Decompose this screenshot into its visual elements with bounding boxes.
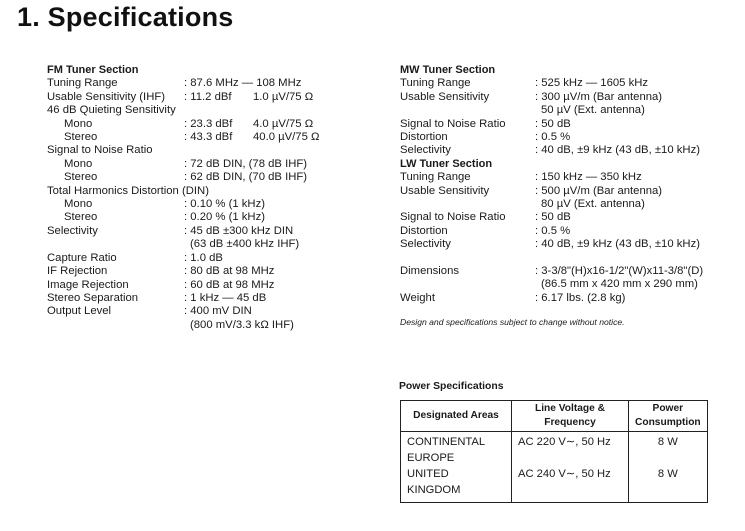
fm-image-rejection-row — [47, 279, 367, 292]
spec-label: Stereo — [64, 171, 98, 184]
spec-value: : 0.5 % — [535, 131, 571, 144]
weight-row — [400, 292, 740, 305]
spec-value-secondary: 40.0 µV/75 Ω — [253, 131, 320, 144]
mw-selectivity-row — [400, 144, 740, 157]
spec-value: : 11.2 dBf — [184, 90, 232, 103]
spec-label: Tuning Range — [47, 77, 118, 90]
table-row — [401, 466, 708, 503]
power-cell: 8 W — [629, 432, 708, 467]
spec-group-label: Total Harmonics Distortion (DIN) — [47, 184, 209, 197]
spec-value: : 40 dB, ±9 kHz (43 dB, ±10 kHz) — [535, 144, 700, 157]
spec-label: Mono — [64, 117, 93, 130]
mw-distortion-row — [400, 131, 740, 144]
dimensions-row — [400, 265, 740, 278]
mw-section-heading: MW Tuner Section — [400, 64, 496, 76]
fm-stereo-separation-row — [47, 292, 367, 305]
spec-value: : 3-3/8"(H)x16-1/2"(W)x11-3/8"(D) — [535, 264, 704, 277]
header-text: Line Voltage & — [535, 403, 605, 414]
spec-label: Distortion — [400, 224, 448, 237]
table-row — [401, 432, 708, 467]
spec-label: Capture Ratio — [47, 251, 117, 264]
fm-selectivity-row-2 — [47, 238, 367, 251]
fm-tuner-section — [47, 64, 367, 332]
header-designated-areas: Designated Areas — [401, 401, 512, 432]
fm-snr-heading — [47, 144, 367, 157]
page-title: 1. Specifications — [17, 2, 234, 32]
spec-value-secondary: 1.0 µV/75 Ω — [253, 90, 314, 103]
spec-label: Selectivity — [400, 144, 451, 157]
spec-value: : 400 mV DIN — [184, 305, 252, 318]
lw-usable-sensitivity-row-2 — [400, 198, 740, 211]
spec-label: Selectivity — [400, 238, 451, 251]
spec-value: : 6.17 lbs. (2.8 kg) — [535, 291, 626, 304]
area-text: KINGDOM — [407, 484, 461, 496]
power-specifications-title: Power Specifications — [399, 381, 504, 392]
spec-label: IF Rejection — [47, 265, 108, 278]
fm-snr-stereo-row — [47, 171, 367, 184]
fm-thd-heading — [47, 185, 367, 198]
spec-value: : 62 dB DIN, (70 dB IHF) — [184, 171, 308, 184]
spec-value: : 87.6 MHz — 108 MHz — [184, 77, 302, 90]
lw-tuning-range-row — [400, 171, 740, 184]
spec-value: : 0.20 % (1 kHz) — [184, 211, 265, 224]
spec-label: Distortion — [400, 131, 448, 144]
header-text: Frequency — [544, 417, 596, 428]
change-notice: Design and specifications subject to change without notice. — [400, 317, 625, 327]
lw-usable-sensitivity-row — [400, 185, 740, 198]
area-text: EUROPE — [407, 452, 455, 464]
spec-label: Mono — [64, 198, 93, 211]
mw-tuning-range-row — [400, 77, 740, 90]
mw-snr-row — [400, 118, 740, 131]
spec-label: Output Level — [47, 305, 112, 318]
spec-label: Stereo Separation — [47, 291, 139, 304]
spec-value-secondary: 80 µV (Ext. antenna) — [541, 198, 645, 211]
spec-label: Selectivity — [47, 224, 98, 237]
spec-label: Tuning Range — [400, 171, 471, 184]
spec-label: Weight — [400, 291, 435, 304]
spec-value: : 150 kHz — 350 kHz — [535, 171, 642, 184]
spec-label: Usable Sensitivity — [400, 184, 490, 197]
fm-capture-ratio-row — [47, 252, 367, 265]
lw-section-heading: LW Tuner Section — [400, 157, 493, 170]
am-tuner-sections — [400, 64, 740, 305]
table-header-row — [401, 401, 708, 432]
area-text: UNITED — [407, 468, 449, 480]
spec-group-label: 46 dB Quieting Sensitivity — [47, 104, 176, 117]
header-text: Power — [652, 403, 684, 414]
spec-value: : 0.5 % — [535, 224, 571, 237]
area-text: CONTINENTAL — [407, 436, 486, 448]
spec-value: : 525 kHz — 1605 kHz — [535, 77, 649, 90]
fm-quieting-stereo-row — [47, 131, 367, 144]
fm-selectivity-row — [47, 225, 367, 238]
spec-label: Usable Sensitivity — [400, 90, 490, 103]
spec-value: : 500 µV/m (Bar antenna) — [535, 184, 663, 197]
fm-output-level-row-2 — [47, 319, 367, 332]
area-cell — [401, 466, 512, 503]
spec-value: : 50 dB — [535, 117, 571, 130]
header-line-voltage — [512, 401, 629, 432]
lw-snr-row — [400, 211, 740, 224]
fm-output-level-row — [47, 305, 367, 318]
spec-label: Dimensions — [400, 264, 460, 277]
dimensions-row-2 — [400, 278, 740, 291]
spec-label: Signal to Noise Ratio — [400, 117, 506, 130]
fm-tuning-range-row — [47, 77, 367, 90]
mw-usable-sensitivity-row — [400, 91, 740, 104]
spec-value: : 45 dB ±300 kHz DIN — [184, 224, 294, 237]
spec-label: Image Rejection — [47, 278, 129, 291]
spec-value: : 0.10 % (1 kHz) — [184, 198, 265, 211]
spec-label: Tuning Range — [400, 77, 471, 90]
spec-value-secondary: 50 µV (Ext. antenna) — [541, 104, 645, 117]
lw-selectivity-row — [400, 238, 740, 251]
spec-label: Stereo — [64, 211, 98, 224]
spec-label: Usable Sensitivity (IHF) — [47, 90, 166, 103]
area-cell — [401, 432, 512, 467]
fm-usable-sensitivity-row — [47, 91, 367, 104]
fm-quieting-heading — [47, 104, 367, 117]
spec-value-secondary: 4.0 µV/75 Ω — [253, 117, 314, 130]
spec-value: : 300 µV/m (Bar antenna) — [535, 90, 663, 103]
fm-quieting-mono-row — [47, 118, 367, 131]
spec-value: : 23.3 dBf — [184, 117, 233, 130]
spec-value: : 50 dB — [535, 211, 571, 224]
header-text: Consumption — [635, 417, 701, 428]
spec-value: : 1 kHz — 45 dB — [184, 291, 267, 304]
spec-value: : 60 dB at 98 MHz — [184, 278, 275, 291]
spec-value-secondary: (800 mV/3.3 kΩ IHF) — [190, 318, 294, 331]
spec-value-secondary: (63 dB ±400 kHz IHF) — [190, 238, 300, 251]
fm-snr-mono-row — [47, 158, 367, 171]
spec-label: Mono — [64, 157, 93, 170]
power-cell: 8 W — [629, 466, 708, 503]
spec-label: Signal to Noise Ratio — [400, 211, 506, 224]
spec-value: : 1.0 dB — [184, 251, 223, 264]
spec-value: : 43.3 dBf — [184, 131, 233, 144]
spec-value: : 72 dB DIN, (78 dB IHF) — [184, 157, 308, 170]
fm-if-rejection-row — [47, 265, 367, 278]
spec-label: Stereo — [64, 131, 98, 144]
fm-section-heading: FM Tuner Section — [47, 64, 139, 76]
header-power-consumption — [629, 401, 708, 432]
power-specifications-table — [400, 400, 708, 503]
fm-thd-stereo-row — [47, 211, 367, 224]
lw-distortion-row — [400, 225, 740, 238]
voltage-cell: AC 240 V∼, 50 Hz — [512, 466, 629, 503]
spec-value-secondary: (86.5 mm x 420 mm x 290 mm) — [541, 278, 698, 291]
mw-usable-sensitivity-row-2 — [400, 104, 740, 117]
spec-value: : 80 dB at 98 MHz — [184, 265, 275, 278]
fm-thd-mono-row — [47, 198, 367, 211]
voltage-cell: AC 220 V∼, 50 Hz — [512, 432, 629, 467]
spec-group-label: Signal to Noise Ratio — [47, 144, 153, 157]
spec-value: : 40 dB, ±9 kHz (43 dB, ±10 kHz) — [535, 238, 700, 251]
